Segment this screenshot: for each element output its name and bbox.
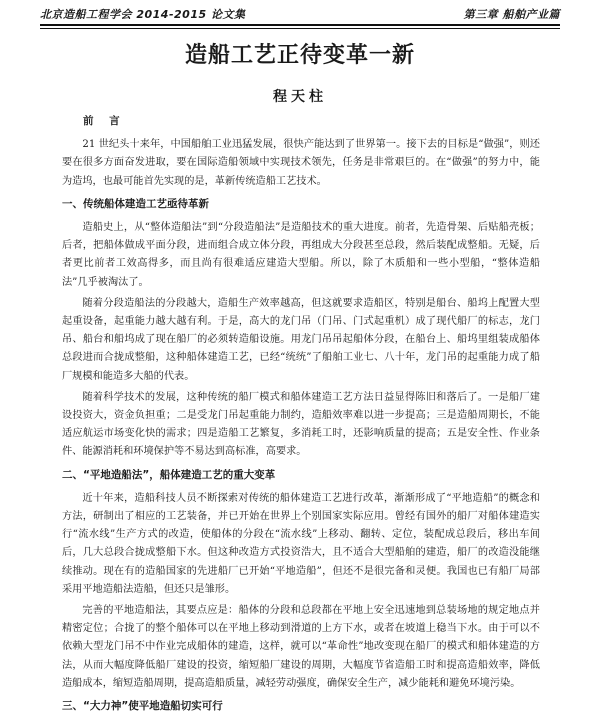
running-header-right: 第三章 船舶产业篇 (463, 8, 560, 21)
paragraph: 完善的平地造船法，其要点应是：船体的分段和总段都在平地上安全迅速地到总装场地的规定地点并精密定位；合拢了的整个船体可以在平地上移动到滑道的上方下水，或者在坡道上稳当下水。由于可以不依赖大型龙门吊不中作业完成船体的建造，这样，就可以“革命性”地改变现在船厂的模式和船体建造的方法，从而大幅度降低船厂建设的投资，缩短船厂建设的周期，大幅度节省造船工时和提高造船效率，降低造船成本，缩短造船周期，提高造船质量，减轻劳动强度，确保安全生产，减少能耗和避免环境污染。 (62, 605, 540, 689)
article-body (62, 112, 540, 721)
running-header-left: 北京造船工程学会 2014-2015 论文集 (40, 8, 246, 21)
paragraph: 21 世纪头十来年，中国船舶工业迅猛发展，很快产能达到了世界第一。接下去的目标是“做强”，则还要在很多方面奋发进取，要在国际造船领域中实现技术领先，任务是非常艰巨的。在“做强”的努力中，能为造坞，也最可能首先实现的是，革新传统造船工艺技术。 (62, 139, 540, 187)
header-rule-thick (40, 24, 560, 26)
running-header (40, 4, 560, 24)
paragraph: 近十年来，造船科技人员不断探索对传统的船体建造工艺进行改革，渐渐形成了“平地造船”的概念和方法，研制出了相应的工艺装备，并已开始在世界上个别国家实际应用。曾经有国外的船厂对船体建造实行“流水线”生产方式的改造，使船体的分段在“流水线”上移动、翻转、定位，装配成总段后，移出车间后，几大总段合拢成整船下水。但这种改造方式投资浩大，且不适合大型船舶的建造，船厂的改造没能继续推动。现在有的造船国家的先进船厂已开始“平地造船”，但还不是很完备和灵便。我国也已有船厂局部采用平地造船法造船，但还只是雏形。 (62, 492, 540, 595)
article-author: 程天柱 (273, 89, 327, 105)
article-title: 造船工艺正待变革一新 (184, 43, 415, 68)
section-heading-1: 一、传统船体建造工艺亟待革新 (62, 197, 209, 210)
paragraph: 造船史上，从“整体造船法”到“分段造船法”是造船技术的重大进度。前者，先造骨架、后贴船壳板；后者，把船体做成平面分段，进而组合成立体分段，再组成大分段甚至总段，然后装配成整船。无疑，后者更比前者工效高得多，而且尚有很难适应建造大型船。所以，除了木质船和一些小型船，“整体造船法”几乎被淘汰了。 (62, 222, 540, 288)
foreword-heading: 前 言 (83, 115, 126, 127)
section-heading-3: 三、“大力神”使平地造船切实可行 (62, 700, 223, 713)
paragraph: 随着分段造船法的分段越大，造船生产效率越高，但这就要求造船区，特别是船台、船坞上配置大型起重设备，起重能力越大越有利。于是，高大的龙门吊（门吊、门式起重机）成了现代船厂的标志，龙门吊、船台和船坞成了现在船厂的必须转造船设施。用龙门吊吊起船体分段，在船台上、船坞里组装成船体总段进而合拢成整船，这种船体建造工艺，已经“统统”了船舶工业七、八十年，龙门吊的起重能力成了船厂规模和能造多大船的代表。 (62, 297, 540, 382)
paragraph: 随着科学技术的发展，这种传统的船厂模式和船体建造工艺方法日益显得陈旧和落后了。一是船厂建设投资大，资金负担重；二是受龙门吊起重能力制约，造船效率难以进一步提高；三是造船周期长，不能适应航运市场变化快的需求；四是造船工艺繁复，多消耗工时，还影响质量的提高；五是安全性、作业条件、能源消耗和环境保护等不易达到高标准，高要求。 (62, 391, 540, 458)
section-heading-2: 二、“平地造船法”，船体建造工艺的重大变革 (62, 468, 276, 481)
header-rule-thin (40, 28, 560, 29)
